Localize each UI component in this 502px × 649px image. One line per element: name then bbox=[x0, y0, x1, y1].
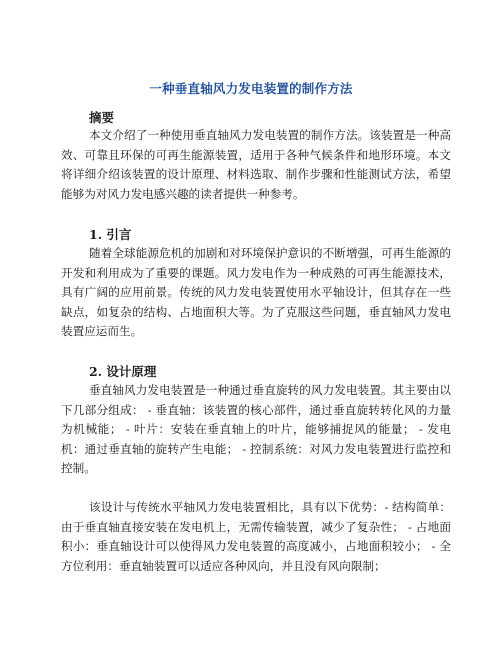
abstract-heading: 摘要 bbox=[89, 110, 115, 125]
design-principle-paragraph: 垂直轴风力发电装置是一种通过垂直旋转的风力发电装置。其主要由以下几部分组成： - 垂直轴：该装置的核心部件，通过垂直旋转转化风的力量为机械能； - 叶片：安装在垂直轴上的叶片，能够捕捉风的能量； - 发电机：通过垂直轴的旋转产生电能； - 控制系统：对风力发电装置进行监控和控制。 bbox=[61, 383, 451, 476]
section-heading-design-principle: 2. 设计原理 bbox=[89, 364, 157, 379]
design-advantages-paragraph: 该设计与传统水平轴风力发电装置相比，具有以下优势：- 结构简单：由于垂直轴直接安装在发电机上，无需传输装置，减少了复杂性； - 占地面积小：垂直轴设计可以使得风力发电装置的高度减小，占地面积较小； - 全方位利用：垂直轴装置可以适应各种风向，并且没有风向限制； bbox=[61, 500, 451, 573]
section-heading-introduction: 1. 引言 bbox=[89, 227, 132, 242]
abstract-paragraph: 本文介绍了一种使用垂直轴风力发电装置的制作方法。该装置是一种高效、可靠且环保的可再生能源装置，适用于各种气候条件和地形环境。本文将详细介绍该装置的设计原理、材料选取、制作步骤和性能测试方法，希望能够为对风力发电感兴趣的读者提供一种参考。 bbox=[61, 128, 451, 201]
introduction-paragraph: 随着全球能源危机的加剧和对环境保护意识的不断增强，可再生能源的开发和利用成为了重要的课题。风力发电作为一种成熟的可再生能源技术，具有广阔的应用前景。传统的风力发电装置使用水平轴设计，但其存在一些缺点，如复杂的结构、占地面积大等。为了克服这些问题，垂直轴风力发电装置应运而生。 bbox=[61, 246, 451, 339]
document-title: 一种垂直轴风力发电装置的制作方法 bbox=[149, 81, 353, 96]
